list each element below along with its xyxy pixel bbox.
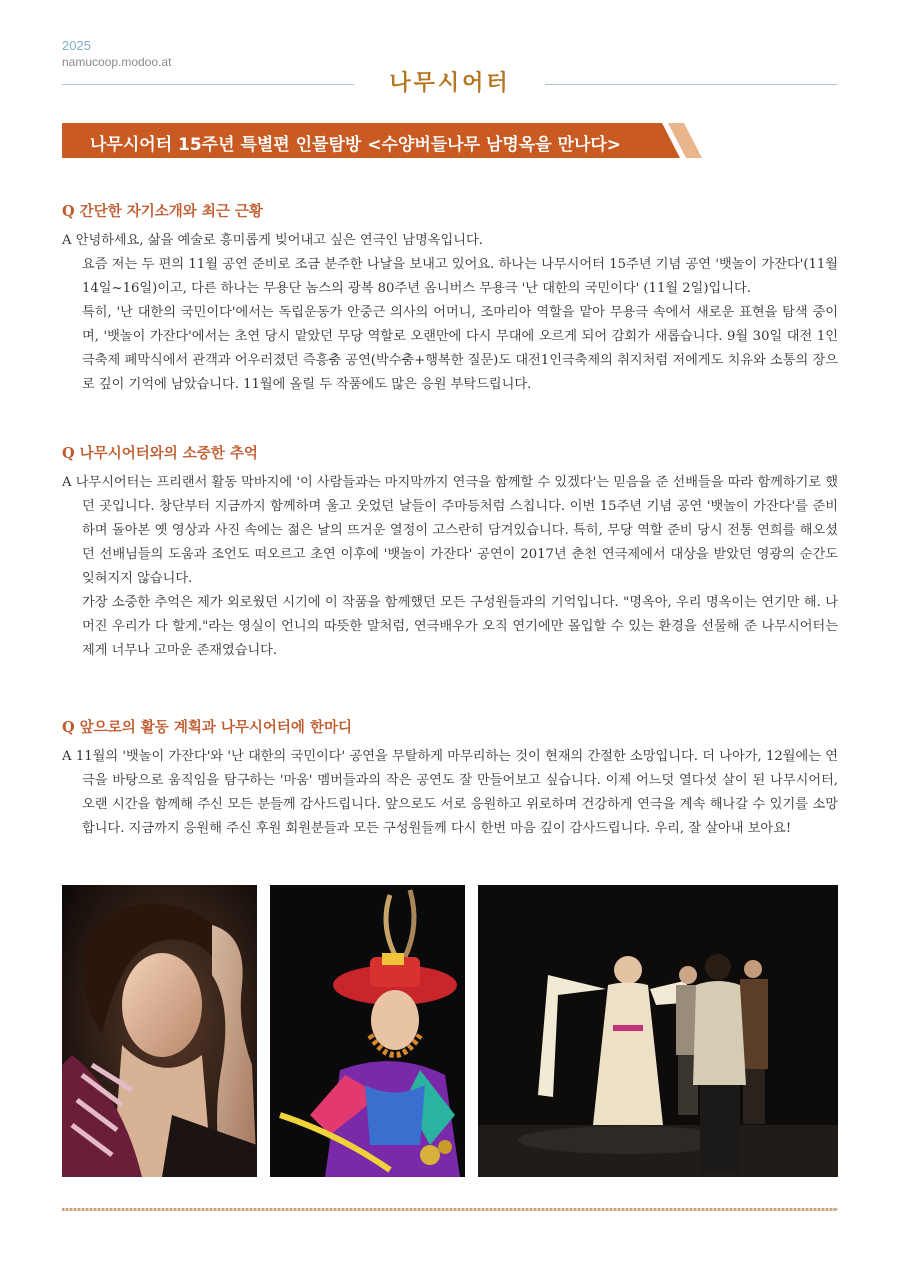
answer-paragraph: 가장 소중한 추억은 제가 외로웠던 시기에 이 작품을 함께했던 모든 구성원들과의 기억입니다. "명옥아, 우리 명옥이는 연기만 해. 나머진 우리가 다 할게."라는 영실이 언니의 따뜻한 말처럼, 연극배우가 오직 연기에만 몰입할 수 있는 환경을 선물해 준 나무시어터는 제게 너무나 고마운 존재였습니다. (82, 595, 838, 658)
theater-logo: 나무시어터 (389, 71, 511, 96)
answer-body (62, 745, 838, 841)
qa-section-intro (62, 200, 838, 397)
answer-paragraph: A 안녕하세요, 삶을 예술로 흥미롭게 빚어내고 싶은 연극인 남명옥입니다. (62, 233, 483, 248)
photo-shaman-dance (270, 885, 465, 1177)
answer-paragraph: A 11월의 '뱃놀이 가잔다'와 '난 대한의 국민이다' 공연을 무탈하게 마무리하는 것이 현재의 간절한 소망입니다. 더 나아가, 12월에는 연극을 바탕으로 움직임을 탐구하는 '마움' 멤버들과의 작은 공연도 잘 만들어보고 싶습니다. 이제 어느덧 열다섯 살이 된 나무시어터, 오랜 시간을 함께해 주신 모든 분들께 감사드립니다. 앞으로도 서로 응원하고 위로하며 건강하게 연극을 계속 해나갈 수 있기를 소망합니다. 지금까지 응원해 주신 후원 회원분들과 모든 구성원들께 다시 한번 마음 깊이 감사드립니다. 우리, 잘 살아내 보아요! (62, 749, 838, 836)
answer-paragraph: A 나무시어터는 프리랜서 활동 막바지에 '이 사람들과는 마지막까지 연극을 함께할 수 있겠다'는 믿음을 준 선배들을 따라 함께하기로 했던 곳입니다. 창단부터 지금까지 함께하며 울고 웃었던 날들이 주마등처럼 스칩니다. 이번 15주년 기념 공연 '뱃놀이 가잔다'를 준비하며 돌아본 옛 영상과 사진 속에는 젊은 날의 뜨거운 열정이 고스란히 담겨있습니다. 특히, 무당 역할 준비 당시 전통 연희를 해오셨던 선배님들의 도움과 조언도 떠오르고 초연 이후에 '뱃놀이 가잔다' 공연이 2017년 춘천 연극제에서 대상을 받았던 영광의 순간도 잊혀지지 않습니다. (62, 475, 838, 586)
question-heading: Q 앞으로의 활동 계획과 나무시어터에 한마디 (62, 719, 352, 736)
title-banner (62, 123, 702, 158)
answer-paragraph: 요즘 저는 두 편의 11월 공연 준비로 조금 분주한 나날을 보내고 있어요. 하나는 나무시어터 15주년 기념 공연 '뱃놀이 가잔다'(11월 14일~16일)이고, 다른 하나는 무용단 놈스의 광복 80주년 옴니버스 무용극 '난 대한의 국민이다' (11월 2일)입니다. (82, 257, 838, 296)
header-divider-left (62, 84, 354, 85)
header-divider-right (545, 84, 837, 85)
banner-title: 나무시어터 15주년 특별편 인물탐방 <수양버들나무 남명옥을 만나다> (90, 135, 622, 155)
qa-section-plans (62, 716, 838, 841)
answer-paragraph: 특히, '난 대한의 국민이다'에서는 독립운동가 안중근 의사의 어머니, 조마리아 역할을 맡아 무용극 속에서 새로운 표현을 탐색 중이며, '뱃놀이 가잔다'에서는 초연 당시 맡았던 무당 역할로 오랜만에 다시 무대에 오르게 되어 감회가 새롭습니다. 9월 30일 대전 1인극축제 폐막식에서 관객과 어우러졌던 즉흥춤 공연(박수춤+행복한 질문)도 대전1인극축제의 취지처럼 저에게도 치유와 소통의 장으로 깊이 기억에 남았습니다. 11월에 올릴 두 작품에도 많은 응원 부탁드립니다. (82, 305, 838, 392)
answer-body (62, 471, 838, 663)
header-url: namucoop.modoo.at (62, 55, 172, 69)
question-heading: Q 간단한 자기소개와 최근 근황 (62, 203, 263, 220)
footer-divider (62, 1208, 838, 1211)
photo-portrait (62, 885, 257, 1177)
qa-section-memory (62, 442, 838, 663)
answer-body (62, 229, 838, 397)
question-heading: Q 나무시어터와의 소중한 추억 (62, 445, 258, 462)
photo-stage-scene (478, 885, 838, 1177)
header-year: 2025 (62, 38, 91, 53)
